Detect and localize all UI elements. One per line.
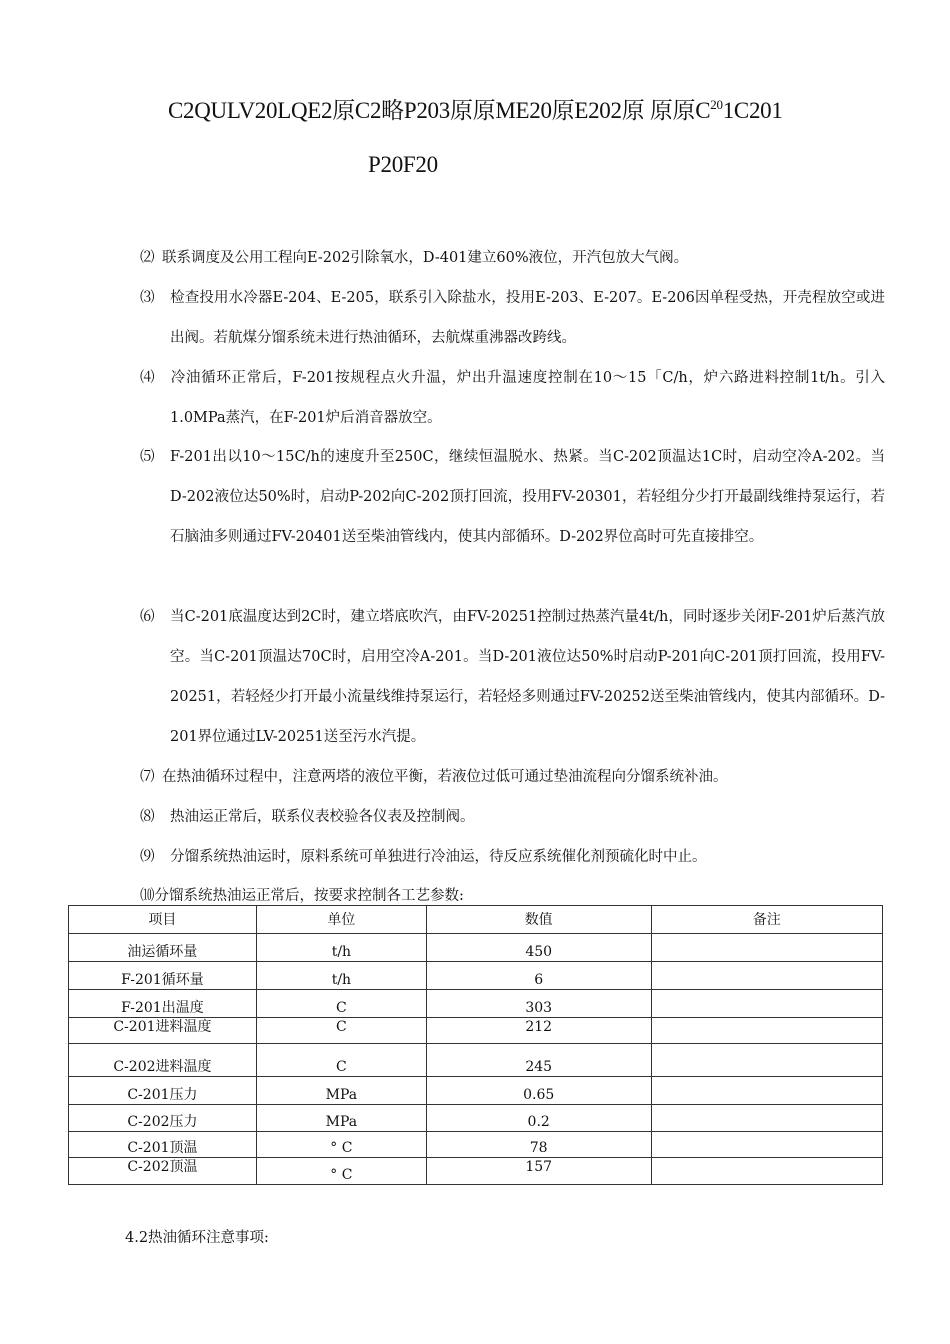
step-text: 检查投用水冷器E-204、E-205，联系引入除盐水，投用E-203、E-207。E-206因单程受热，开壳程放空或进出阀。若航煤分馏系统未进行热油循环，去航煤重沸器改跨线。 — [170, 290, 885, 346]
cell-value: 245 — [426, 1044, 651, 1077]
table-row — [69, 1158, 883, 1185]
step-number: ⑼ — [140, 849, 155, 865]
cell-unit: ° C — [256, 1132, 426, 1158]
title-line-1-superscript: 20 — [710, 97, 723, 112]
cell-note — [651, 1132, 883, 1158]
step-number: ⑻ — [140, 809, 155, 825]
cell-value: 212 — [426, 1018, 651, 1044]
step-number: ⑺ — [140, 769, 155, 785]
step-text: F-201出以10〜15C/h的速度升至250C，继续恒温脱水、热紧。当C-202顶温达1C时，启动空冷A-202。当D-202液位达50%时，启动P-202向C-202顶打回流，投用FV-20301，若轻组分少打开最副线维持泵运行，若石脑油多则通过FV-20401送至柴油管线内，使其内部循环。D-202界位高时可先直接排空。 — [170, 449, 885, 545]
step-5 — [140, 437, 885, 557]
step-text: 热油运正常后，联系仪表校验各仪表及控制阀。 — [170, 809, 475, 825]
table-row — [69, 1044, 883, 1077]
table-row — [69, 934, 883, 962]
cell-unit: t/h — [256, 934, 426, 962]
cell-item: C-202压力 — [69, 1105, 257, 1132]
cell-note — [651, 962, 883, 990]
step-text: 在热油循环过程中，注意两塔的液位平衡，若液位过低可通过垫油流程向分馏系统补油。 — [162, 769, 728, 785]
step-number: ⑷ — [140, 370, 155, 386]
step-7 — [140, 757, 885, 797]
cell-value: 157 — [426, 1158, 651, 1185]
cell-value: 303 — [426, 990, 651, 1018]
process-parameters-table — [68, 905, 883, 1185]
cell-unit: C — [256, 1018, 426, 1044]
cell-value: 78 — [426, 1132, 651, 1158]
column-header-unit: 单位 — [256, 906, 426, 934]
step-text: 冷油循环正常后，F-201按规程点火升温，炉出升温速度控制在10〜15「C/h，炉六路进料控制1t/h。引入1.0MPa蒸汽，在F-201炉后消音器放空。 — [170, 370, 885, 426]
cell-item: C-201进料温度 — [69, 1018, 257, 1044]
cell-note — [651, 1018, 883, 1044]
cell-unit: MPa — [256, 1077, 426, 1105]
table-row — [69, 990, 883, 1018]
cell-note — [651, 1158, 883, 1185]
cell-unit: MPa — [256, 1105, 426, 1132]
table-row — [69, 1018, 883, 1044]
column-header-item: 项目 — [69, 906, 257, 934]
cell-value: 450 — [426, 934, 651, 962]
step-9 — [140, 837, 885, 877]
section-heading: 4.2热油循环注意事项: — [125, 1230, 269, 1246]
cell-item: F-201出温度 — [69, 990, 257, 1018]
cell-unit: ° C — [256, 1158, 426, 1185]
step-4 — [140, 358, 885, 438]
step-number: ⑹ — [140, 609, 155, 625]
cell-item: 油运循环量 — [69, 934, 257, 962]
table-caption: ⑽分馏系统热油运正常后，按要求控制各工艺参数: — [140, 888, 464, 904]
cell-note — [651, 990, 883, 1018]
cell-unit: C — [256, 1044, 426, 1077]
column-header-value: 数值 — [426, 906, 651, 934]
title-line-1-tail: 1C201 — [722, 98, 783, 123]
cell-item: C-202进料温度 — [69, 1044, 257, 1077]
column-header-note: 备注 — [651, 906, 883, 934]
step-text: 当C-201底温度达到2C时，建立塔底吹汽，由FV-20251控制过热蒸汽量4t/h，同时逐步关闭F-201炉后蒸汽放空。当C-201顶温达70C时，启用空冷A-201。当D-201液位达50%时启动P-201向C-201顶打回流，投用FV-20251，若轻烃少打开最小流量线维持泵运行，若轻烃多则通过FV-20252送至柴油管线内，使其内部循环。D-201界位通过LV-20251送至污水汽提。 — [170, 609, 885, 745]
document-title-line-1 — [168, 92, 783, 125]
cell-unit: t/h — [256, 962, 426, 990]
cell-item: C-201压力 — [69, 1077, 257, 1105]
step-number: ⑸ — [140, 449, 155, 465]
step-2 — [140, 238, 885, 278]
cell-value: 0.2 — [426, 1105, 651, 1132]
cell-value: 0.65 — [426, 1077, 651, 1105]
cell-note — [651, 934, 883, 962]
cell-unit: C — [256, 990, 426, 1018]
cell-item: C-201顶温 — [69, 1132, 257, 1158]
cell-item: F-201循环量 — [69, 962, 257, 990]
step-8 — [140, 797, 885, 837]
step-6 — [140, 597, 885, 757]
step-number: ⑵ — [140, 250, 155, 266]
step-3 — [140, 278, 885, 358]
step-text: 联系调度及公用工程向E-202引除氧水，D-401建立60%液位，开汽包放大气阀。 — [162, 250, 689, 266]
cell-note — [651, 1105, 883, 1132]
document-title-line-2: P20F20 — [368, 152, 438, 177]
cell-item: C-202顶温 — [69, 1158, 257, 1185]
step-number: ⑶ — [140, 290, 155, 306]
table-row — [69, 1105, 883, 1132]
cell-note — [651, 1044, 883, 1077]
cell-note — [651, 1077, 883, 1105]
cell-value: 6 — [426, 962, 651, 990]
table-row — [69, 1077, 883, 1105]
title-line-1-main: C2QULV20LQE2原C2略P203原原ME20原E202原 原原C — [168, 98, 711, 123]
table-header-row — [69, 906, 883, 934]
table-row — [69, 962, 883, 990]
table-row — [69, 1132, 883, 1158]
step-text: 分馏系统热油运时，原料系统可单独进行冷油运，待反应系统催化剂预硫化时中止。 — [170, 849, 707, 865]
